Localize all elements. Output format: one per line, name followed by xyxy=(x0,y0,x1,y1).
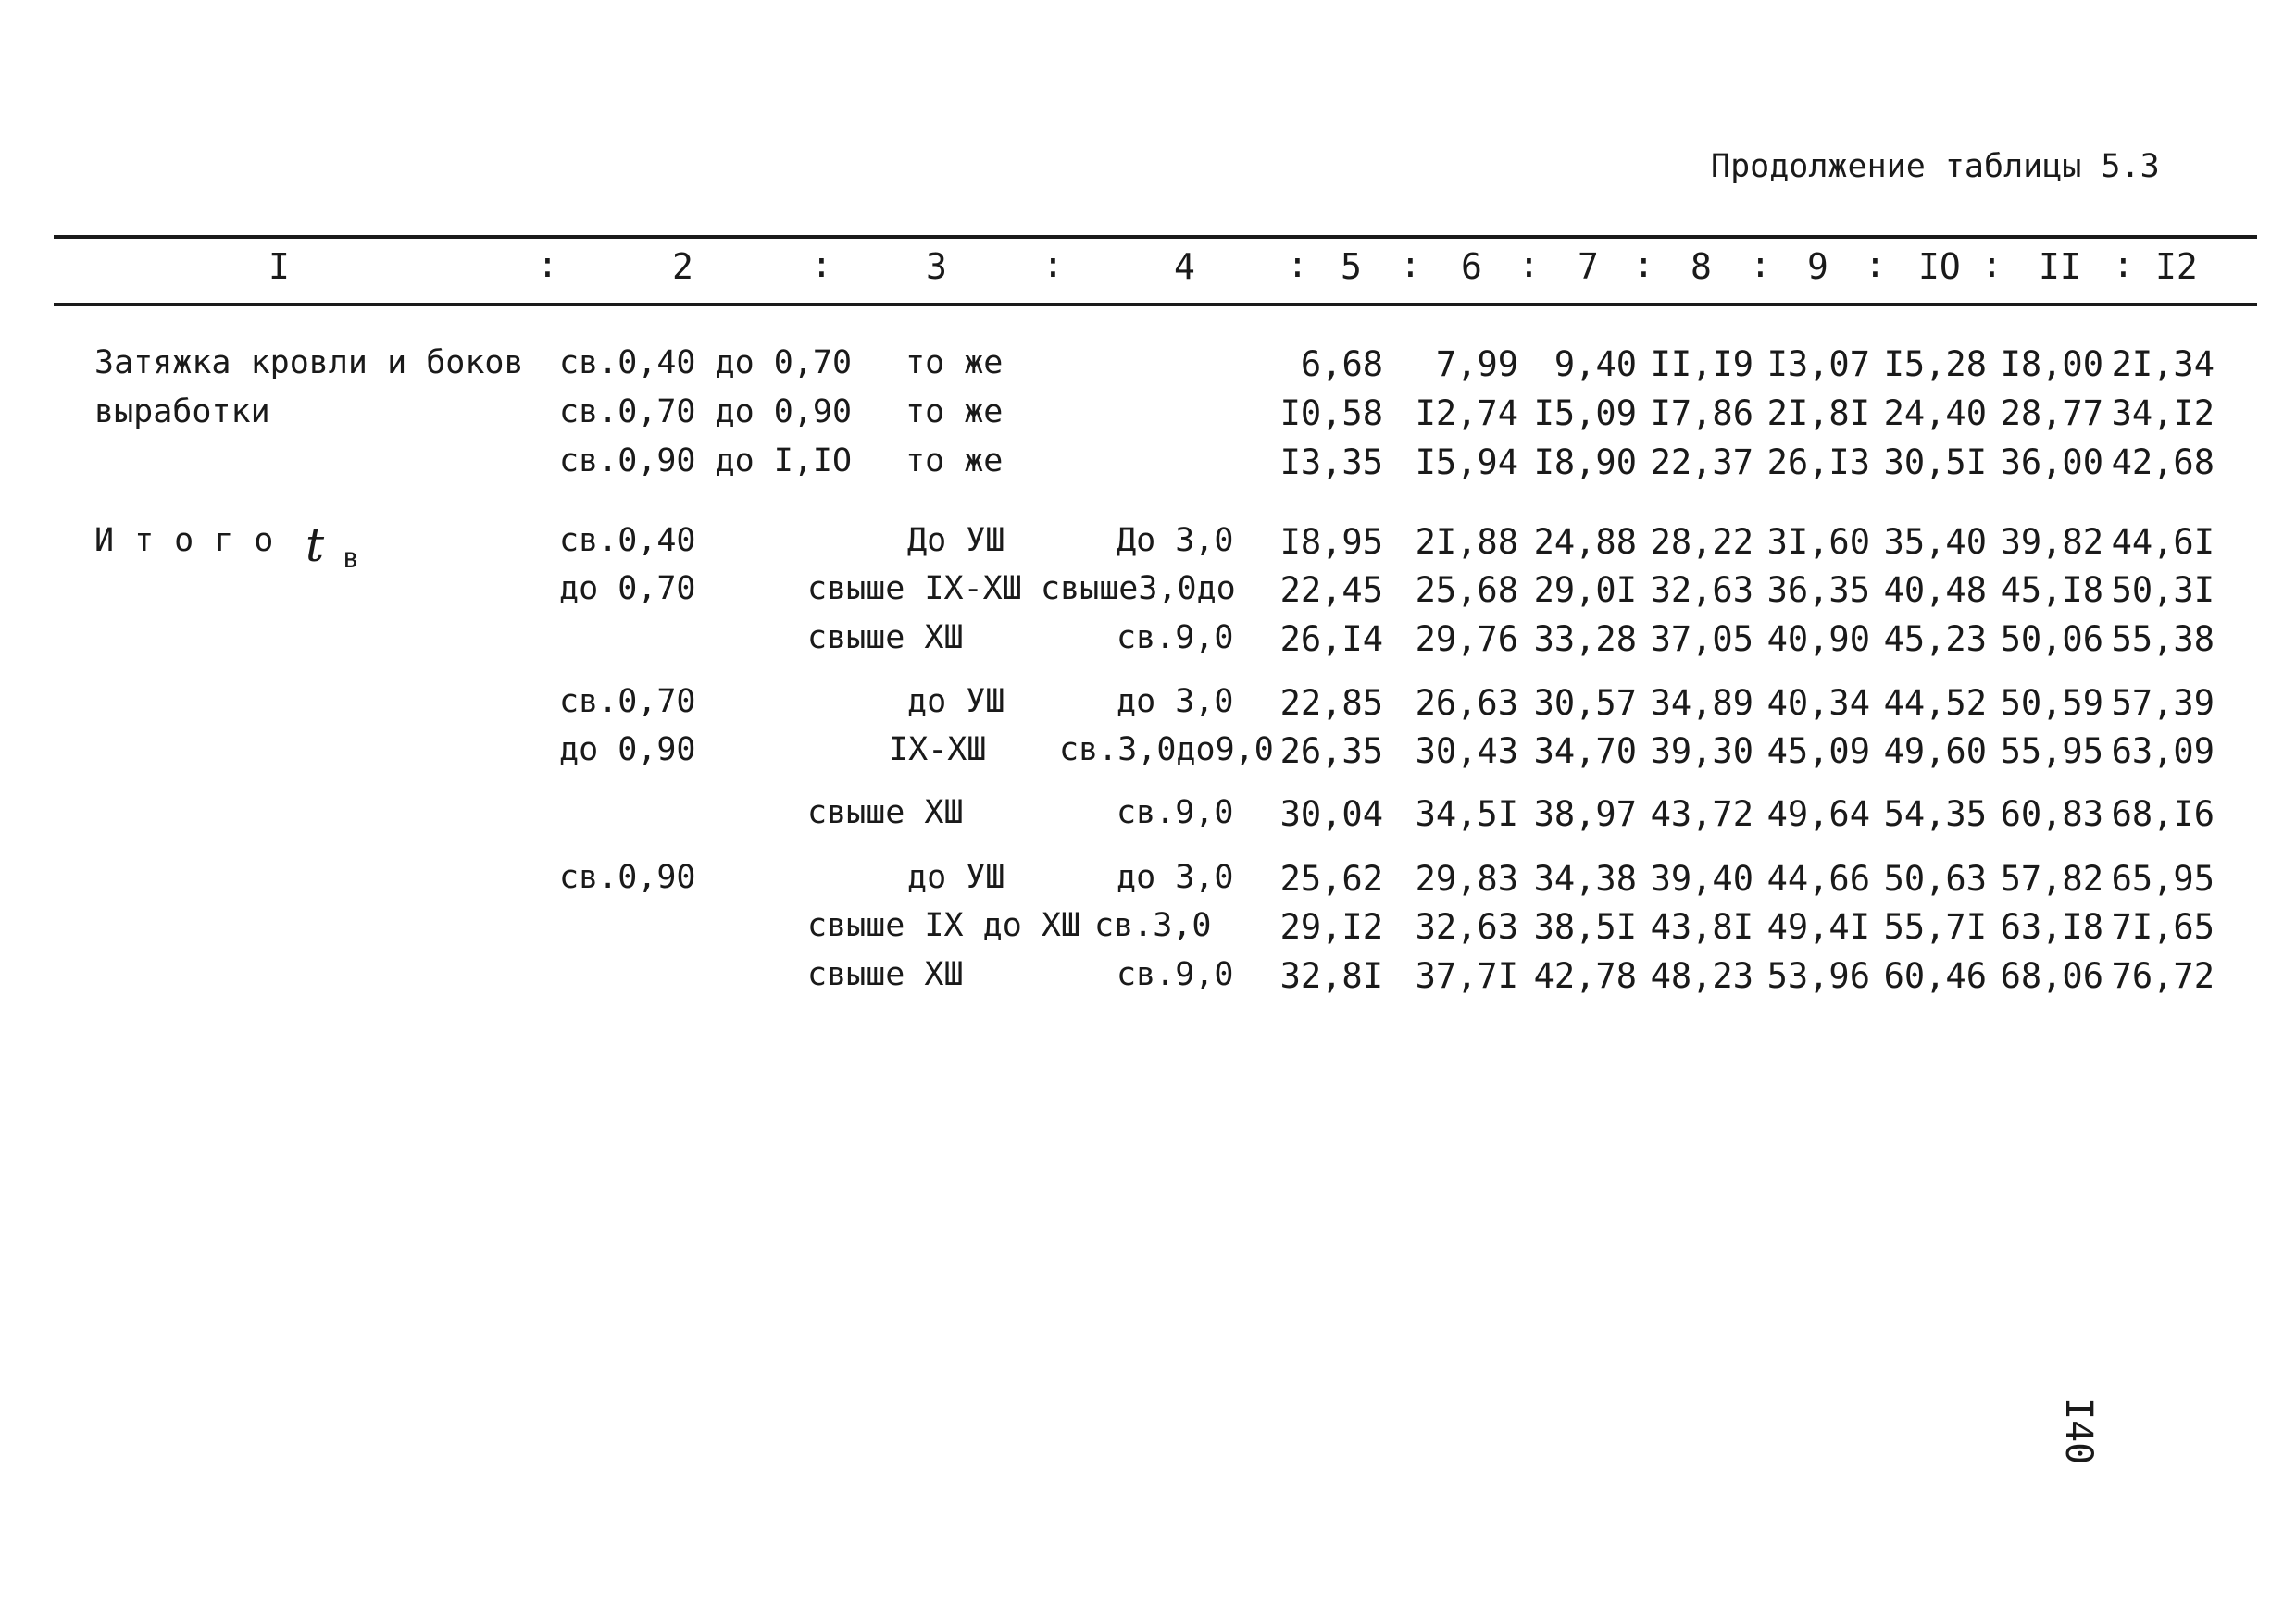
work-type-label: Затяжка кровли и боков xyxy=(94,344,524,381)
table-header-rule xyxy=(54,303,2257,306)
range-cell: св.9,0 xyxy=(1117,794,1234,831)
category-cell: то же xyxy=(905,344,1004,381)
value-cell-col-7: 9,40 xyxy=(1554,344,1637,384)
value-cell-col-6: 29,76 xyxy=(1415,619,1518,659)
value-cell-col-6: 26,63 xyxy=(1415,683,1518,723)
thickness-cell: до 0,90 xyxy=(559,731,696,768)
value-cell-col-11: 50,06 xyxy=(2000,619,2103,659)
value-cell-col-7: 30,57 xyxy=(1533,683,1637,723)
value-cell-col-10: 40,48 xyxy=(1883,570,1987,610)
range-cell: До 3,0 xyxy=(1117,522,1234,559)
value-cell-col-10: 45,23 xyxy=(1883,619,1987,659)
value-cell-col-9: 49,4I xyxy=(1766,907,1870,947)
value-cell-col-12: 44,6I xyxy=(2111,522,2215,562)
value-cell-col-11: 39,82 xyxy=(2000,522,2103,562)
table-top-rule xyxy=(54,235,2257,239)
thickness-cell: св.0,40 до 0,70 xyxy=(559,344,853,381)
thickness-cell: св.0,90 до I,IO xyxy=(559,442,853,479)
value-cell-col-6: 32,63 xyxy=(1415,907,1518,947)
value-cell-col-8: 22,37 xyxy=(1650,442,1753,482)
range-cell: до 3,0 xyxy=(1117,683,1234,720)
value-cell-col-11: 50,59 xyxy=(2000,683,2103,723)
thickness-cell: св.0,90 xyxy=(559,859,696,896)
value-cell-col-5: 30,04 xyxy=(1279,794,1383,834)
value-cell-col-6: I2,74 xyxy=(1415,393,1518,433)
value-cell-col-5: I8,95 xyxy=(1279,522,1383,562)
header-col-4: 4 xyxy=(1174,246,1195,287)
header-col-8: 8 xyxy=(1691,246,1712,287)
value-cell-col-12: 2I,34 xyxy=(2111,344,2215,384)
value-cell-col-7: I8,90 xyxy=(1533,442,1637,482)
page-number: I40 xyxy=(2057,1398,2100,1465)
value-cell-col-5: 26,I4 xyxy=(1279,619,1383,659)
category-cell: свыше IX-ХШ xyxy=(807,570,1022,607)
category-cell: До УШ xyxy=(907,522,1005,559)
thickness-cell: до 0,70 xyxy=(559,570,696,607)
value-cell-col-10: 54,35 xyxy=(1883,794,1987,834)
category-cell: свыше IX до ХШ xyxy=(807,907,1081,944)
value-cell-col-11: 28,77 xyxy=(2000,393,2103,433)
value-cell-col-11: 45,I8 xyxy=(2000,570,2103,610)
value-cell-col-12: 42,68 xyxy=(2111,442,2215,482)
value-cell-col-12: 55,38 xyxy=(2111,619,2215,659)
value-cell-col-7: 34,38 xyxy=(1533,859,1637,899)
value-cell-col-9: 36,35 xyxy=(1766,570,1870,610)
value-cell-col-5: 26,35 xyxy=(1279,731,1383,771)
value-cell-col-11: 60,83 xyxy=(2000,794,2103,834)
header-col-3: 3 xyxy=(926,246,947,287)
header-separator: : xyxy=(1750,244,1771,285)
value-cell-col-10: 55,7I xyxy=(1883,907,1987,947)
total-time-symbol: t xyxy=(306,518,325,572)
value-cell-col-8: 39,30 xyxy=(1650,731,1753,771)
value-cell-col-8: 43,72 xyxy=(1650,794,1753,834)
header-col-10: IO xyxy=(1918,246,1961,287)
value-cell-col-5: I3,35 xyxy=(1279,442,1383,482)
value-cell-col-9: 45,09 xyxy=(1766,731,1870,771)
header-separator: : xyxy=(1518,244,1540,285)
value-cell-col-6: 2I,88 xyxy=(1415,522,1518,562)
value-cell-col-10: 30,5I xyxy=(1883,442,1987,482)
value-cell-col-5: 25,62 xyxy=(1279,859,1383,899)
value-cell-col-11: 57,82 xyxy=(2000,859,2103,899)
value-cell-col-12: 34,I2 xyxy=(2111,393,2215,433)
value-cell-col-8: I7,86 xyxy=(1650,393,1753,433)
header-col-6: 6 xyxy=(1461,246,1482,287)
value-cell-col-8: II,I9 xyxy=(1650,344,1753,384)
category-cell: IX-ХШ xyxy=(889,731,987,768)
value-cell-col-8: 43,8I xyxy=(1650,907,1753,947)
thickness-cell: св.0,70 до 0,90 xyxy=(559,393,853,430)
header-col-11: II xyxy=(2039,246,2081,287)
value-cell-col-9: 53,96 xyxy=(1766,956,1870,996)
value-cell-col-7: 29,0I xyxy=(1533,570,1637,610)
value-cell-col-8: 48,23 xyxy=(1650,956,1753,996)
value-cell-col-9: 44,66 xyxy=(1766,859,1870,899)
value-cell-col-7: I5,09 xyxy=(1533,393,1637,433)
value-cell-col-6: 37,7I xyxy=(1415,956,1518,996)
value-cell-col-9: 40,90 xyxy=(1766,619,1870,659)
header-separator: : xyxy=(1042,244,1064,285)
category-cell: то же xyxy=(905,442,1004,479)
header-separator: : xyxy=(811,244,832,285)
value-cell-col-8: 39,40 xyxy=(1650,859,1753,899)
header-col-1: I xyxy=(268,246,290,287)
header-col-7: 7 xyxy=(1578,246,1599,287)
thickness-cell: св.0,70 xyxy=(559,683,696,720)
category-cell: свыше ХШ xyxy=(807,794,964,831)
category-cell: до УШ xyxy=(907,683,1005,720)
value-cell-col-7: 34,70 xyxy=(1533,731,1637,771)
work-type-label: выработки xyxy=(94,393,270,430)
value-cell-col-9: 40,34 xyxy=(1766,683,1870,723)
range-cell: св.9,0 xyxy=(1117,956,1234,993)
category-cell: до УШ xyxy=(907,859,1005,896)
header-separator: : xyxy=(537,244,558,285)
total-label: Итого xyxy=(94,522,294,559)
value-cell-col-6: 30,43 xyxy=(1415,731,1518,771)
value-cell-col-10: 24,40 xyxy=(1883,393,1987,433)
value-cell-col-5: 22,45 xyxy=(1279,570,1383,610)
value-cell-col-11: 36,00 xyxy=(2000,442,2103,482)
range-cell: свыше3,0до xyxy=(1041,570,1236,607)
value-cell-col-12: 50,3I xyxy=(2111,570,2215,610)
value-cell-col-6: 7,99 xyxy=(1435,344,1518,384)
value-cell-col-8: 34,89 xyxy=(1650,683,1753,723)
value-cell-col-6: 34,5I xyxy=(1415,794,1518,834)
value-cell-col-12: 63,09 xyxy=(2111,731,2215,771)
range-cell: св.3,0 xyxy=(1094,907,1212,944)
value-cell-col-6: 25,68 xyxy=(1415,570,1518,610)
value-cell-col-9: 49,64 xyxy=(1766,794,1870,834)
value-cell-col-6: 29,83 xyxy=(1415,859,1518,899)
total-time-subscript: в xyxy=(343,542,360,575)
value-cell-col-10: I5,28 xyxy=(1883,344,1987,384)
value-cell-col-6: I5,94 xyxy=(1415,442,1518,482)
value-cell-col-7: 33,28 xyxy=(1533,619,1637,659)
value-cell-col-8: 28,22 xyxy=(1650,522,1753,562)
header-separator: : xyxy=(2113,244,2134,285)
value-cell-col-10: 50,63 xyxy=(1883,859,1987,899)
value-cell-col-9: 26,I3 xyxy=(1766,442,1870,482)
value-cell-col-11: 63,I8 xyxy=(2000,907,2103,947)
header-separator: : xyxy=(1400,244,1421,285)
value-cell-col-5: 29,I2 xyxy=(1279,907,1383,947)
value-cell-col-9: I3,07 xyxy=(1766,344,1870,384)
header-col-2: 2 xyxy=(672,246,693,287)
value-cell-col-7: 42,78 xyxy=(1533,956,1637,996)
value-cell-col-12: 57,39 xyxy=(2111,683,2215,723)
range-cell: св.9,0 xyxy=(1117,619,1234,656)
value-cell-col-5: 32,8I xyxy=(1279,956,1383,996)
value-cell-col-9: 2I,8I xyxy=(1766,393,1870,433)
category-cell: то же xyxy=(905,393,1004,430)
value-cell-col-12: 65,95 xyxy=(2111,859,2215,899)
value-cell-col-11: 55,95 xyxy=(2000,731,2103,771)
value-cell-col-10: 35,40 xyxy=(1883,522,1987,562)
value-cell-col-10: 60,46 xyxy=(1883,956,1987,996)
value-cell-col-5: 6,68 xyxy=(1300,344,1383,384)
header-col-12: I2 xyxy=(2155,246,2198,287)
header-separator: : xyxy=(1865,244,1886,285)
header-col-5: 5 xyxy=(1341,246,1362,287)
value-cell-col-10: 44,52 xyxy=(1883,683,1987,723)
category-cell: свыше ХШ xyxy=(807,956,964,993)
value-cell-col-5: 22,85 xyxy=(1279,683,1383,723)
value-cell-col-11: 68,06 xyxy=(2000,956,2103,996)
value-cell-col-12: 68,I6 xyxy=(2111,794,2215,834)
value-cell-col-10: 49,60 xyxy=(1883,731,1987,771)
header-separator: : xyxy=(1981,244,2003,285)
value-cell-col-7: 38,97 xyxy=(1533,794,1637,834)
value-cell-col-12: 76,72 xyxy=(2111,956,2215,996)
value-cell-col-7: 38,5I xyxy=(1533,907,1637,947)
value-cell-col-8: 32,63 xyxy=(1650,570,1753,610)
range-cell: до 3,0 xyxy=(1117,859,1234,896)
value-cell-col-11: I8,00 xyxy=(2000,344,2103,384)
thickness-cell: св.0,40 xyxy=(559,522,696,559)
value-cell-col-5: I0,58 xyxy=(1279,393,1383,433)
header-col-9: 9 xyxy=(1807,246,1828,287)
header-separator: : xyxy=(1633,244,1654,285)
header-separator: : xyxy=(1287,244,1308,285)
table-caption: Продолжение таблицы 5.3 xyxy=(1711,148,2160,185)
range-cell: св.3,0до9,0 xyxy=(1059,731,1274,768)
category-cell: свыше ХШ xyxy=(807,619,964,656)
value-cell-col-12: 7I,65 xyxy=(2111,907,2215,947)
value-cell-col-9: 3I,60 xyxy=(1766,522,1870,562)
value-cell-col-7: 24,88 xyxy=(1533,522,1637,562)
value-cell-col-8: 37,05 xyxy=(1650,619,1753,659)
